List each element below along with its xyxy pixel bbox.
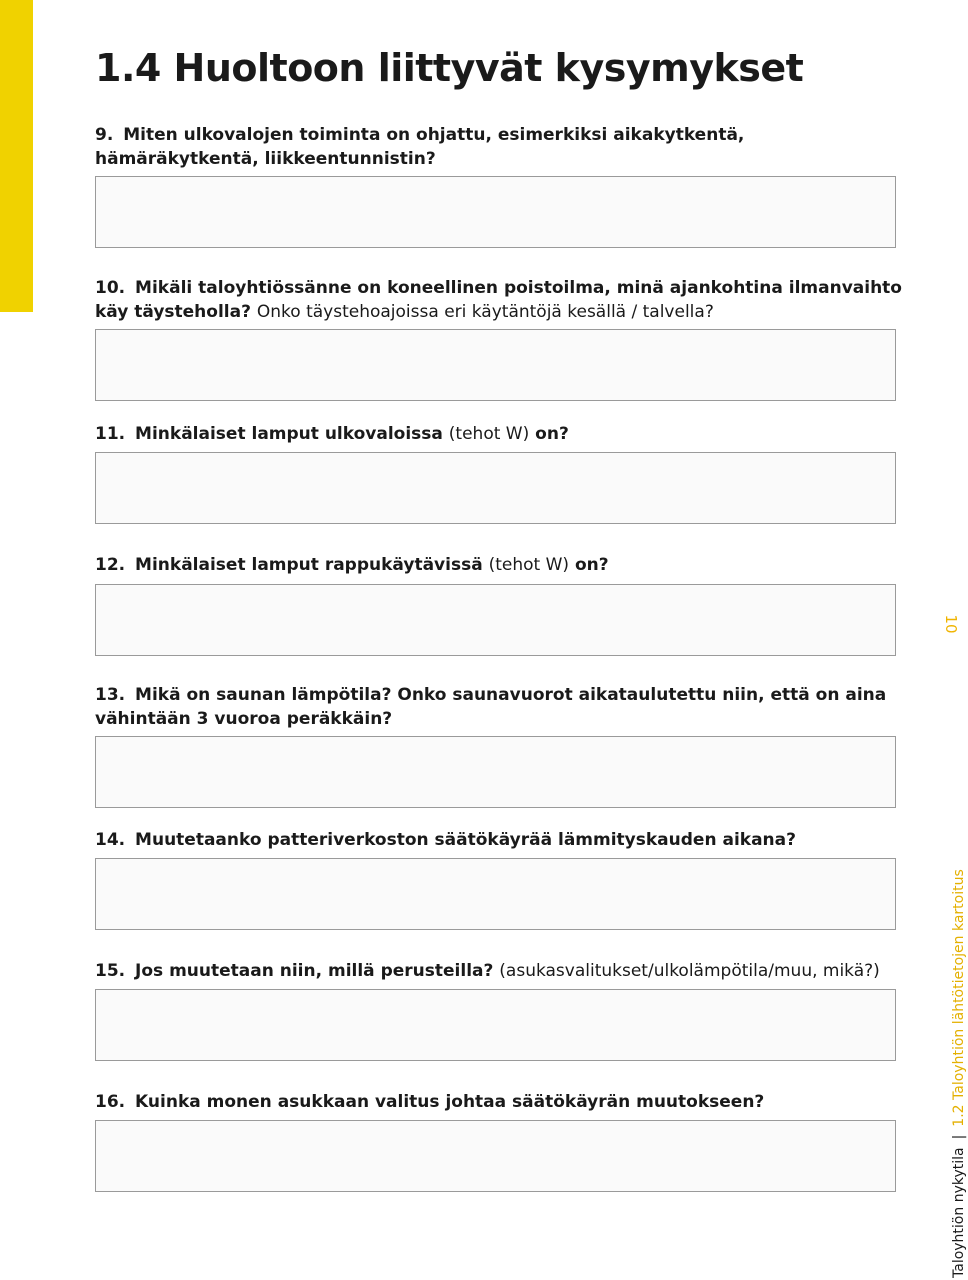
question-text: Minkälaiset lamput ulkovaloissa (135, 424, 443, 444)
question-number: 15. (95, 961, 126, 981)
answer-field-9[interactable] (95, 176, 896, 248)
side-subsection-label: 1.2 Taloyhtiön lähtötietojen kartoitus (951, 869, 967, 1127)
question-13 (95, 683, 905, 731)
question-14 (95, 828, 905, 852)
question-text: Mikäli taloyhtiössänne on koneellinen poistoilma, minä ajankohtina ilmanvaihto käy täysteholla? (95, 278, 902, 322)
answer-field-14[interactable] (95, 858, 896, 930)
question-text: Miten ulkovalojen toiminta on ohjattu, esimerkiksi aikakytkentä, hämäräkytkentä, liikkeentunnistin? (95, 125, 745, 169)
question-text: Minkälaiset lamput rappukäytävissä (135, 555, 483, 575)
question-text-end: on? (574, 555, 609, 575)
question-number: 12. (95, 555, 126, 575)
question-9 (95, 123, 905, 171)
question-number: 14. (95, 830, 126, 850)
question-number: 13. (95, 685, 126, 705)
question-15 (95, 959, 905, 983)
answer-field-11[interactable] (95, 452, 896, 524)
question-subtext: (asukasvalitukset/ulkolämpötila/muu, mikä?) (499, 961, 880, 981)
side-section-label: Taloyhtiön nykytila (951, 1147, 967, 1278)
question-12 (95, 553, 905, 577)
page-number: 10 (942, 614, 960, 634)
answer-field-12[interactable] (95, 584, 896, 656)
question-number: 11. (95, 424, 126, 444)
question-10 (95, 276, 905, 324)
question-text: Muutetaanko patteriverkoston säätökäyrää lämmityskauden aikana? (135, 830, 796, 850)
answer-field-13[interactable] (95, 736, 896, 808)
question-text: Jos muutetaan niin, millä perusteilla? (135, 961, 494, 981)
accent-bar (0, 0, 33, 312)
question-number: 10. (95, 278, 126, 298)
side-running-header (950, 869, 968, 1278)
answer-field-16[interactable] (95, 1120, 896, 1192)
side-separator: | (951, 1134, 967, 1140)
question-number: 9. (95, 125, 114, 145)
answer-field-10[interactable] (95, 329, 896, 401)
question-unit: (tehot W) (448, 424, 530, 444)
question-16 (95, 1090, 905, 1114)
question-subtext: Onko täystehoajoissa eri käytäntöjä kesällä / talvella? (256, 302, 714, 322)
question-unit: (tehot W) (488, 555, 570, 575)
question-11 (95, 422, 905, 446)
question-text-end: on? (535, 424, 569, 444)
question-text: Kuinka monen asukkaan valitus johtaa säätökäyrän muutokseen? (135, 1092, 765, 1112)
answer-field-15[interactable] (95, 989, 896, 1061)
question-number: 16. (95, 1092, 126, 1112)
question-text: Mikä on saunan lämpötila? Onko saunavuorot aikataulutettu niin, että on aina vähintään 3 vuoroa peräkkäin? (95, 685, 887, 729)
page-title: 1.4 Huoltoon liittyvät kysymykset (95, 46, 804, 90)
